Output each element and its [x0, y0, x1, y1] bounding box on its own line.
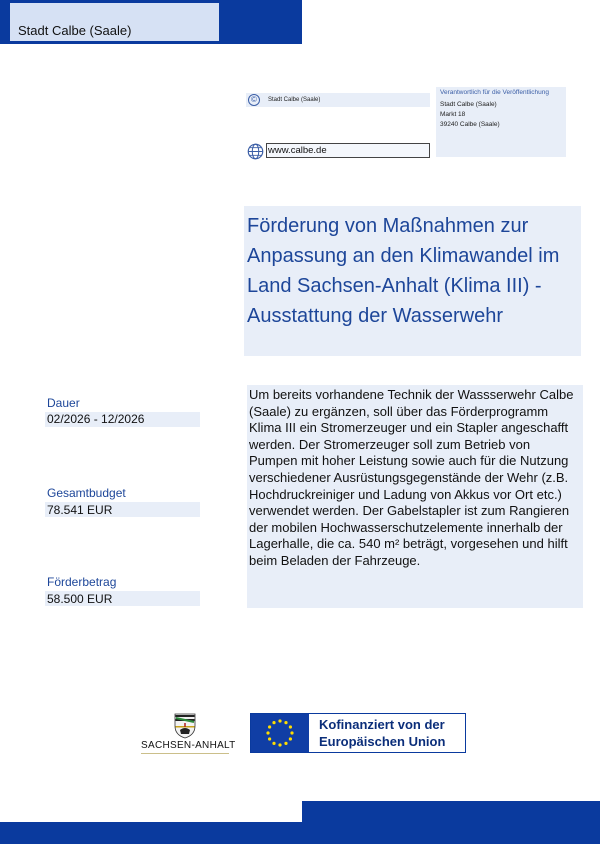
footer-bar-left — [0, 822, 302, 844]
page-title: Förderung von Maßnahmen zur Anpassung an den Klimawandel im Land Sachsen-Anhalt (Klima III) - Ausstattung der Wasserwehr — [247, 215, 560, 327]
fact-value-funding: 58.500 EUR — [47, 592, 113, 606]
state-underline — [141, 753, 229, 754]
copyright-icon: © — [248, 94, 260, 106]
state-name: SACHSEN-ANHALT — [141, 740, 236, 751]
responsible-line: Markt 18 — [440, 111, 466, 118]
responsible-heading: Verantwortlich für die Veröffentlichung — [440, 89, 550, 96]
org-name: Stadt Calbe (Saale) — [18, 23, 132, 38]
fact-value-total-budget: 78.541 EUR — [47, 503, 113, 517]
fact-label-funding: Förderbetrag — [47, 575, 117, 589]
fact-label-total-budget: Gesamtbudget — [47, 486, 126, 500]
eu-text-line2: Europäischen Union — [319, 734, 446, 749]
globe-icon — [247, 143, 264, 160]
fact-label-duration: Dauer — [47, 396, 80, 410]
coat-of-arms-icon — [172, 711, 198, 739]
eu-flag-icon — [251, 714, 309, 752]
eu-text-line1: Kofinanziert von der — [319, 717, 445, 732]
copyright-name: Stadt Calbe (Saale) — [268, 97, 321, 103]
project-description: Um bereits vorhandene Technik der Wassserwehr Calbe (Saale) zu ergänzen, soll über das Förderprogramm Klima III ein Stromerzeuger und ein Stapler angeschafft werden. Der Stromerzeuger soll zum Betrieb von Pumpen mit hoher Leistung sowie auch für die Nutzung verschiedener Ausrüstungsgegenstände der Wehr (z.B. Hochdruckreiniger und Ladung von Akkus vor Ort etc.) verwendet werden. Der Gabelstapler ist zum Rangieren der mobilen Hochwasserschutzelemente innerhalb der Lagerhalle, die ca. 540 m² beträgt, vorgesehen und hilft beim Beladen der Fahrzeuge. — [249, 387, 574, 568]
responsible-line: Stadt Calbe (Saale) — [440, 101, 497, 108]
footer-bar — [302, 801, 600, 844]
website-link[interactable]: www.calbe.de — [268, 145, 327, 156]
fact-value-duration: 02/2026 - 12/2026 — [47, 412, 145, 426]
responsible-line: 39240 Calbe (Saale) — [440, 121, 500, 128]
